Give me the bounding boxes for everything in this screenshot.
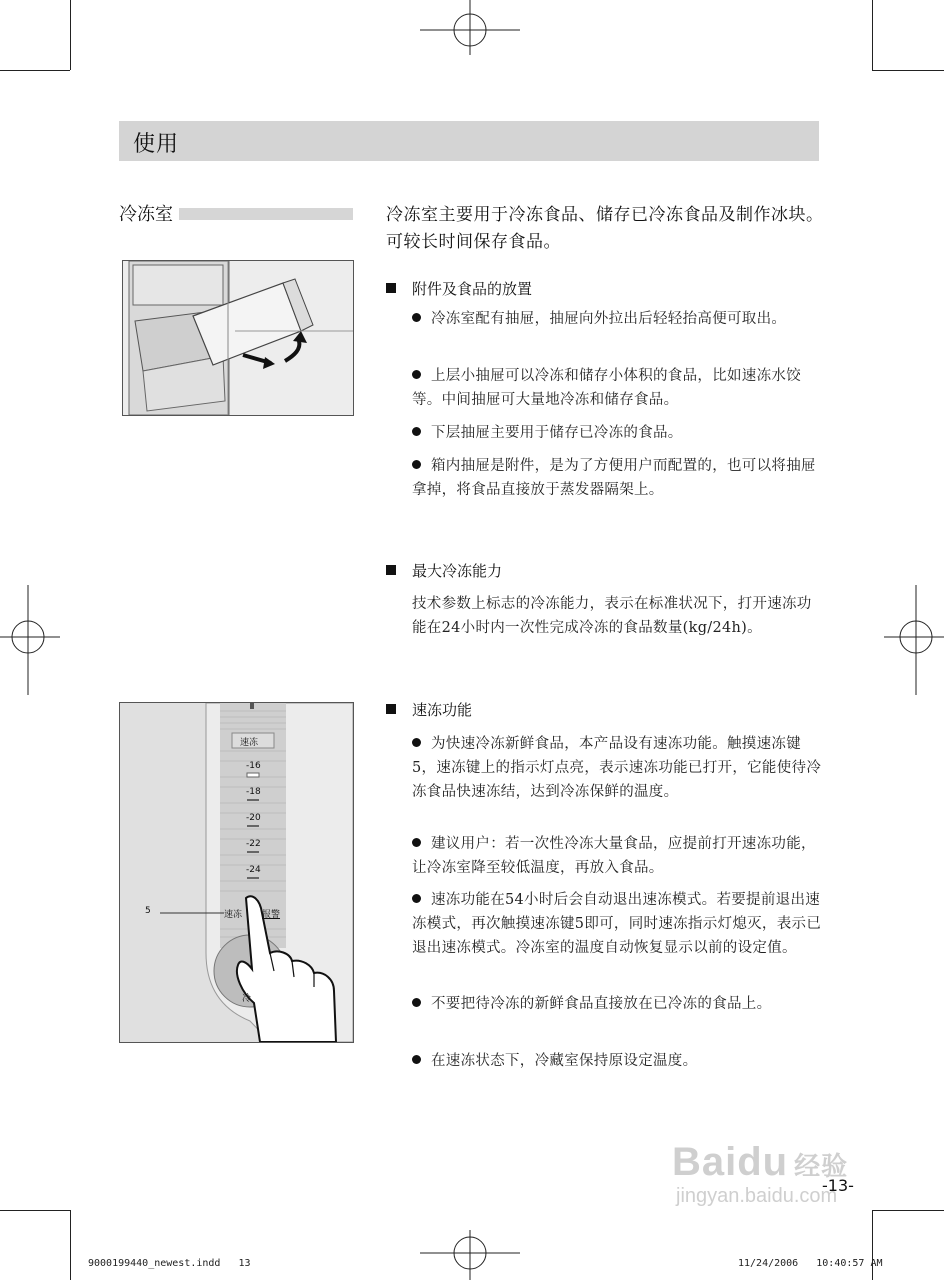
bullet-icon (412, 427, 421, 436)
section-heading-bar (179, 208, 353, 220)
crop-mark (0, 1210, 70, 1211)
list-item: 冷冻室配有抽屉，抽屉向外拉出后轻轻抬高便可取出。 (412, 307, 824, 331)
callout-number: 5 (145, 906, 151, 916)
max-capacity-title: 最大冷冻能力 (412, 562, 503, 580)
dial-label: 冷 (242, 994, 252, 1004)
footer-timestamp: 11/24/2006 10:40:57 AM (738, 1258, 883, 1269)
drawer-drawing (123, 261, 353, 415)
max-capacity-text: 技术参数上标志的冷冻能力，表示在标准状况下，打开速冻功能在24小时内一次性完成冷冻的食品数量(kg/24h)。 (412, 596, 812, 636)
registration-mark-top (420, 0, 520, 60)
crop-mark (70, 1210, 71, 1280)
bullet-icon (412, 738, 421, 747)
quick-freeze-heading (386, 699, 472, 720)
quick-freeze-key-label: 速冻 (224, 910, 243, 920)
bullet-icon (412, 460, 421, 469)
square-bullet-icon (386, 704, 396, 714)
bullet-icon (412, 370, 421, 379)
panel-drawing (120, 703, 353, 1042)
registration-mark-bottom (420, 1225, 520, 1280)
bullet-icon (412, 998, 421, 1007)
list-item: 不要把待冷冻的新鲜食品直接放在已冷冻的食品上。 (412, 992, 824, 1016)
page-number: -13- (822, 1176, 854, 1195)
page-title: 使用 (133, 132, 180, 157)
temp-label: -20 (246, 813, 261, 823)
alarm-key-label: 报警 (262, 910, 281, 920)
list-item: 建议用户：若一次性冷冻大量食品，应提前打开速冻功能，让冷冻室降至较低温度，再放入食品。 (412, 836, 816, 876)
crop-mark (0, 70, 70, 71)
square-bullet-icon (386, 283, 396, 293)
baidu-watermark (672, 1140, 848, 1208)
registration-mark-right (884, 585, 944, 695)
bullet-icon (412, 1055, 421, 1064)
bullet-icon (412, 313, 421, 322)
list-item: 上层小抽屉可以冷冻和储存小体积的食品，比如速冻水饺等。中间抽屉可大量地冷冻和储存食品。 (412, 368, 801, 408)
watermark-url: jingyan.baidu.com (676, 1185, 838, 1207)
temp-label: -18 (246, 787, 261, 797)
intro-text: 冷冻室主要用于冷冻食品、储存已冷冻食品及制作冰块。可较长时间保存食品。 (386, 205, 824, 252)
section-heading (119, 200, 353, 225)
crop-mark (872, 70, 944, 71)
footer-file-info: 9000199440_newest.indd 13 (88, 1258, 251, 1269)
temp-label: -24 (246, 865, 261, 875)
control-panel-illustration (119, 702, 354, 1043)
list-item: 为快速冷冻新鲜食品，本产品设有速冻功能。触摸速冻键5，速冻键上的指示灯点亮，表示速冻功能已打开，它能使待冷冻食品快速冻结，达到冷冻保鲜的温度。 (412, 736, 822, 800)
list-item: 在速冻状态下，冷藏室保持原设定温度。 (412, 1049, 824, 1073)
watermark-sub: 经验 (794, 1151, 849, 1181)
freezer-drawer-illustration (122, 260, 354, 416)
accessories-heading (386, 278, 532, 299)
square-bullet-icon (386, 565, 396, 575)
registration-mark-left (0, 585, 60, 695)
bullet-icon (412, 894, 421, 903)
quick-freeze-label: 速冻 (240, 738, 259, 748)
max-capacity-heading (386, 560, 502, 581)
crop-mark (872, 1210, 873, 1280)
list-item: 速冻功能在54小时后会自动退出速冻模式。若要提前退出速冻模式，再次触摸速冻键5即可，同时速冻指示灯熄灭，表示已退出速冻模式。冷冻室的温度自动恢复显示以前的设定值。 (412, 892, 822, 956)
watermark-brand: Baidu (672, 1140, 789, 1184)
accessories-title: 附件及食品的放置 (412, 280, 533, 298)
crop-mark (872, 0, 873, 70)
section-title: 冷冻室 (119, 200, 179, 226)
crop-mark (70, 0, 71, 70)
quick-freeze-title: 速冻功能 (412, 701, 473, 719)
header-bar (119, 121, 819, 161)
crop-mark (872, 1210, 944, 1211)
list-item: 下层抽屉主要用于储存已冷冻的食品。 (412, 421, 824, 445)
bullet-icon (412, 838, 421, 847)
temp-label: -16 (246, 761, 261, 771)
temp-label: -22 (246, 839, 261, 849)
list-item: 箱内抽屉是附件，是为了方便用户而配置的，也可以将抽屉拿掉，将食品直接放于蒸发器隔架上。 (412, 458, 816, 498)
